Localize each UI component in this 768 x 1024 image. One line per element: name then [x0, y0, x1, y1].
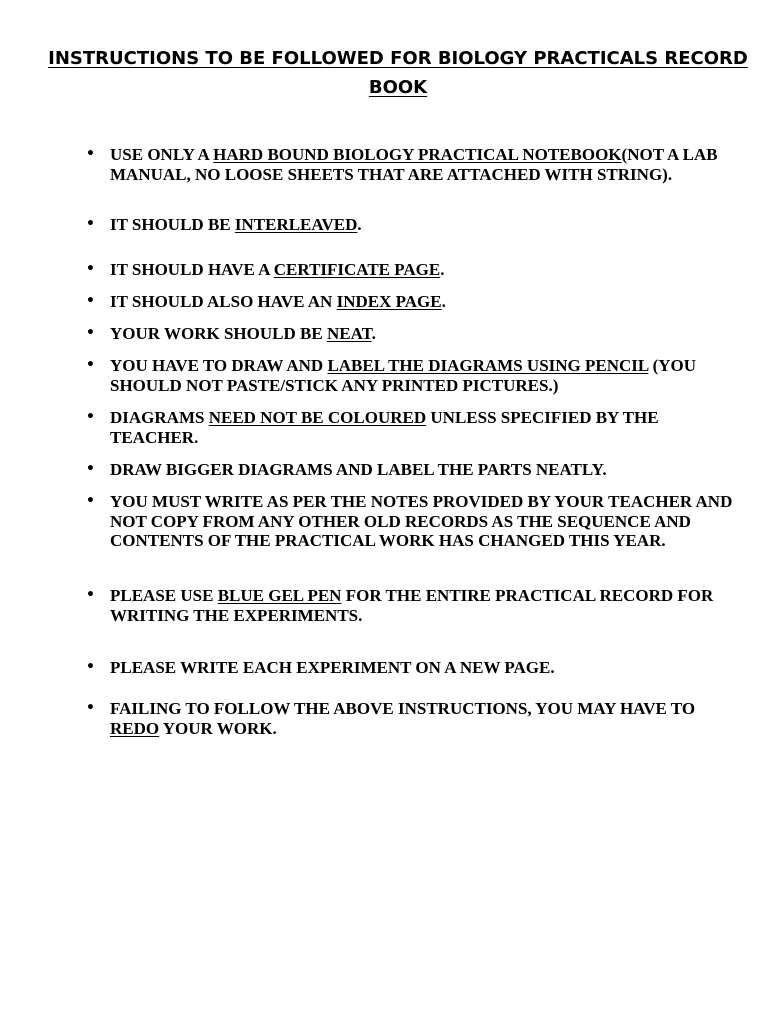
instruction-item	[86, 145, 736, 184]
bullet-icon: •	[86, 659, 95, 675]
bullet-icon: •	[86, 325, 95, 341]
instruction-text	[110, 658, 736, 678]
underlined-text: LABEL THE DIAGRAMS USING PENCIL	[327, 356, 649, 375]
text-segment: YOUR WORK.	[159, 718, 277, 738]
instruction-item	[86, 408, 736, 447]
text-segment: DIAGRAMS	[110, 408, 209, 427]
text-segment: FOR THE ENTIRE PRACTICAL RECORD FOR WRITING THE EXPERIMENTS.	[110, 586, 714, 625]
bullet-icon: •	[86, 293, 95, 309]
text-segment: YOU MUST WRITE AS PER THE NOTES PROVIDED BY YOUR TEACHER AND NOT COPY FROM ANY OTHER OLD RECORDS AS THE SEQUENCE AND CONTENTS OF THE PRACTICAL WORK HAS CHANGED THIS YEAR.	[110, 492, 733, 550]
instruction-text	[110, 260, 736, 280]
instruction-item	[86, 658, 736, 678]
instruction-item	[86, 492, 736, 551]
instruction-text	[110, 215, 736, 235]
text-segment: .	[441, 292, 446, 311]
text-segment: FAILING TO FOLLOW THE ABOVE INSTRUCTIONS, YOU MAY HAVE TO	[110, 699, 696, 718]
bullet-icon: •	[86, 216, 95, 232]
text-segment: USE ONLY A	[110, 145, 214, 164]
instruction-text	[110, 586, 736, 625]
instruction-text	[110, 356, 736, 395]
text-segment: (NOT A LAB MANUAL, NO LOOSE SHEETS THAT ARE ATTACHED WITH STRING).	[110, 145, 718, 184]
underlined-text: NEED NOT BE COLOURED	[208, 408, 427, 427]
text-segment: YOU HAVE TO DRAW AND	[110, 356, 328, 375]
instruction-text	[110, 699, 736, 738]
bullet-icon: •	[86, 461, 95, 477]
text-segment: (YOU SHOULD NOT PASTE/STICK ANY PRINTED PICTURES.)	[110, 356, 697, 395]
text-segment: PLEASE USE	[110, 586, 218, 605]
text-segment: .	[440, 260, 445, 279]
underlined-text: INDEX PAGE	[336, 292, 442, 311]
text-segment: .	[357, 215, 362, 234]
text-segment: IT SHOULD BE	[110, 215, 235, 234]
instruction-text	[110, 324, 736, 344]
bullet-icon: •	[86, 261, 95, 277]
text-segment: PLEASE WRITE EACH EXPERIMENT ON A NEW PAGE.	[110, 658, 555, 677]
instruction-item	[86, 324, 736, 344]
text-segment: YOUR WORK SHOULD BE	[110, 324, 327, 343]
bullet-icon: •	[86, 493, 95, 509]
instruction-item	[86, 586, 736, 625]
instruction-text	[110, 292, 736, 312]
instruction-item	[86, 356, 736, 395]
bullet-icon: •	[86, 587, 95, 603]
document-title: INSTRUCTIONS TO BE FOLLOWED FOR BIOLOGY PRACTICALS RECORD BOOK	[48, 48, 748, 98]
text-segment: IT SHOULD ALSO HAVE AN	[110, 292, 337, 311]
bullet-icon: •	[86, 700, 95, 716]
bullet-icon: •	[86, 357, 95, 373]
instruction-text	[110, 408, 736, 447]
instruction-item	[86, 215, 736, 235]
instruction-item	[86, 260, 736, 280]
bullet-icon: •	[86, 146, 95, 162]
instruction-text	[110, 460, 736, 480]
underlined-text: NEAT	[326, 324, 372, 343]
text-segment: UNLESS SPECIFIED BY THE TEACHER.	[110, 408, 659, 447]
instruction-text	[110, 492, 736, 551]
instruction-item	[86, 292, 736, 312]
bullet-icon: •	[86, 409, 95, 425]
underlined-text: BLUE GEL PEN	[217, 586, 342, 605]
text-segment: IT SHOULD HAVE A	[110, 260, 274, 279]
instruction-item	[86, 699, 736, 738]
text-segment: DRAW BIGGER DIAGRAMS AND LABEL THE PARTS NEATLY.	[110, 460, 607, 479]
underlined-text: HARD BOUND BIOLOGY PRACTICAL NOTEBOOK	[213, 145, 622, 164]
underlined-text: CERTIFICATE PAGE	[273, 260, 441, 279]
instruction-item	[86, 460, 736, 480]
underlined-text: INTERLEAVED	[234, 215, 358, 234]
text-segment: .	[371, 324, 376, 343]
instruction-text	[110, 145, 736, 184]
underlined-text: REDO	[110, 718, 160, 738]
